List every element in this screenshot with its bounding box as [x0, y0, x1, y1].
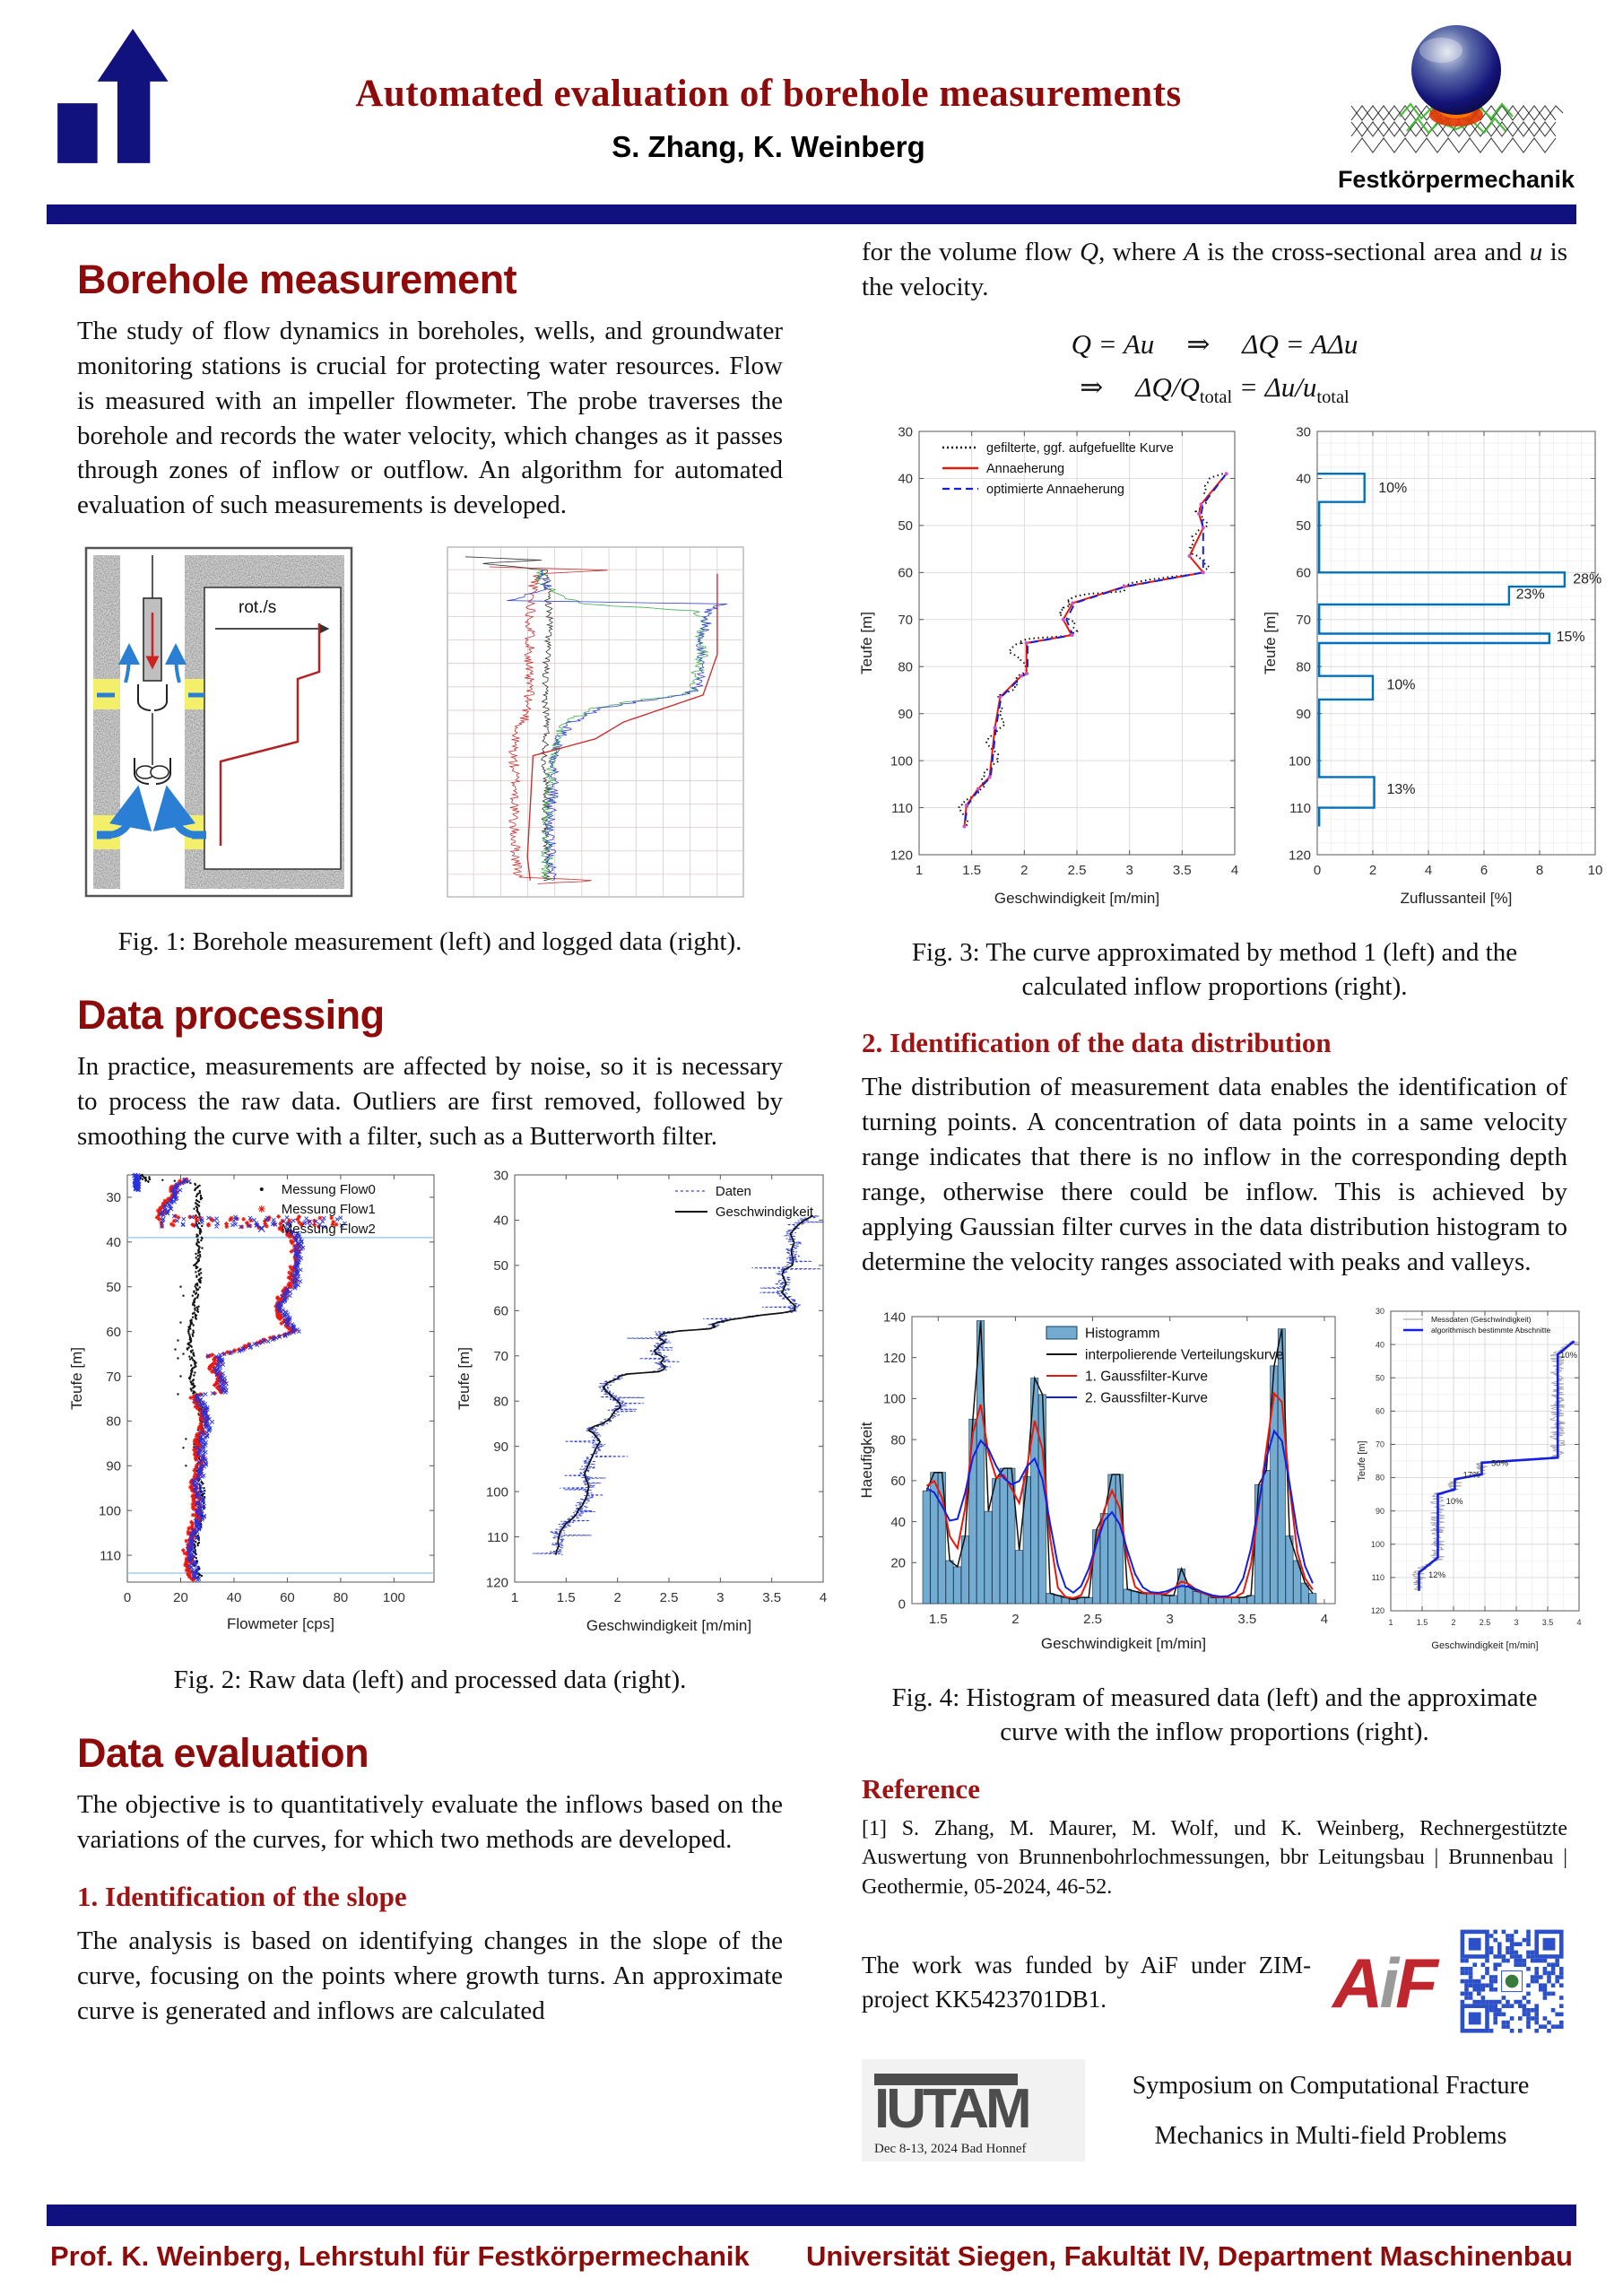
figure-3 [856, 424, 1603, 913]
fig2-raw-data-chart [66, 1168, 447, 1640]
svg-text:Teufe [m]: Teufe [m] [68, 1347, 85, 1411]
equation-1 [862, 328, 1567, 361]
svg-text:2.5: 2.5 [1479, 1618, 1491, 1628]
eq2-subscript: total [1316, 387, 1350, 407]
svg-text:100: 100 [485, 1484, 508, 1500]
svg-text:2: 2 [1011, 1612, 1020, 1628]
svg-text:110: 110 [1289, 800, 1311, 816]
svg-text:Annaeherung: Annaeherung [986, 461, 1065, 476]
svg-text:60: 60 [280, 1590, 295, 1606]
fig1-borehole-schematic [84, 546, 353, 898]
svg-text:Geschwindigkeit [m/min]: Geschwindigkeit [m/min] [586, 1617, 752, 1635]
svg-text:3: 3 [1514, 1618, 1519, 1628]
aif-letter: i [1379, 1944, 1396, 2023]
svg-text:30: 30 [898, 424, 913, 440]
data-processing-text: In practice, measurements are affected by noise, so it is necessary to process the raw data. Outliers are first removed, followed by smoothing the curve with a filter, such as a Butterworth filter. [77, 1051, 783, 1151]
svg-text:3.5: 3.5 [1237, 1612, 1257, 1628]
intro-text-part: is the cross-sectional area and [1199, 238, 1530, 266]
svg-text:1.5: 1.5 [962, 862, 982, 878]
svg-text:17%: 17% [1462, 1470, 1480, 1481]
svg-text:1: 1 [510, 1590, 519, 1606]
svg-text:1.5: 1.5 [1416, 1618, 1428, 1628]
section-heading-data-evaluation: Data evaluation [77, 1730, 369, 1777]
svg-text:90: 90 [898, 706, 913, 722]
fig3-inflow-proportions-chart [1260, 424, 1611, 913]
subsection-identification-of-data-distribution: 2. Identification of the data distribution [862, 1027, 1332, 1059]
svg-text:90: 90 [493, 1439, 508, 1456]
eq1-rhs: ΔQ = AΔu [1242, 327, 1358, 360]
svg-text:Flowmeter [cps]: Flowmeter [cps] [227, 1615, 334, 1633]
rot-s-label: rot./s [239, 598, 277, 618]
svg-text:Zuflussanteil [%]: Zuflussanteil [%] [1400, 889, 1513, 907]
svg-text:23%: 23% [1515, 587, 1545, 603]
equation-2 [862, 371, 1567, 408]
svg-text:10%: 10% [1386, 677, 1416, 693]
svg-text:Haeufigkeit: Haeufigkeit [858, 1422, 875, 1499]
figure-4 [856, 1293, 1582, 1658]
svg-text:100: 100 [882, 1392, 906, 1408]
fig2-processed-data-chart [454, 1168, 834, 1640]
svg-text:80: 80 [493, 1394, 508, 1410]
svg-text:2: 2 [1368, 862, 1377, 878]
svg-text:110: 110 [487, 1530, 508, 1546]
svg-text:30: 30 [106, 1190, 121, 1206]
svg-text:2.5: 2.5 [1067, 862, 1087, 878]
symposium-line2: Mechanics in Multi-field Problems [1154, 2122, 1507, 2151]
svg-text:6: 6 [1480, 862, 1488, 878]
implies-arrow: ⇒ [1186, 327, 1211, 360]
authors: S. Zhang, K. Weinberg [612, 130, 925, 163]
svg-text:1.5: 1.5 [928, 1612, 948, 1628]
svg-text:Geschwindigkeit [m/min]: Geschwindigkeit [m/min] [1431, 1640, 1539, 1652]
svg-text:1.5: 1.5 [556, 1590, 576, 1606]
iutam-logo-text: IUTAM [874, 2077, 1028, 2140]
eq2-subscript: total [1199, 387, 1233, 407]
svg-text:40: 40 [106, 1235, 121, 1251]
footer-divider [47, 2205, 1576, 2226]
iutam-logo [862, 2059, 1085, 2161]
svg-text:50%: 50% [1491, 1459, 1509, 1470]
fig4-sections-chart [1355, 1293, 1586, 1658]
intro-text-part: , where [1098, 238, 1185, 266]
left-column [45, 224, 828, 2039]
svg-text:60: 60 [890, 1474, 906, 1490]
svg-text:60: 60 [1296, 565, 1311, 581]
svg-text:80: 80 [898, 659, 913, 675]
svg-text:10%: 10% [1560, 1351, 1578, 1361]
fig1-logged-data-chart [447, 546, 744, 902]
svg-text:50: 50 [493, 1258, 508, 1274]
svg-text:10%: 10% [1445, 1497, 1463, 1508]
svg-text:10%: 10% [1378, 481, 1408, 497]
svg-text:40: 40 [898, 471, 913, 487]
svg-text:Messdaten (Geschwindigkeit): Messdaten (Geschwindigkeit) [1431, 1315, 1532, 1325]
svg-text:Geschwindigkeit: Geschwindigkeit [715, 1205, 814, 1221]
svg-text:2. Gaussfilter-Kurve: 2. Gaussfilter-Kurve [1085, 1390, 1208, 1406]
footer-left: Prof. K. Weinberg, Lehrstuhl für Festkörpermechanik [50, 2240, 750, 2272]
svg-text:100: 100 [1370, 1540, 1384, 1550]
eq2-part: = Δu/u [1232, 370, 1317, 403]
svg-text:80: 80 [1296, 659, 1311, 675]
svg-text:Geschwindigkeit [m/min]: Geschwindigkeit [m/min] [994, 889, 1160, 907]
data-distribution-text: The distribution of measurement data enables the identification of turning points. A concentration of data points in a same velocity range indicates that there is no inflow in the corresponding depth range, otherwise there could be inflow. This is achieved by applying Gaussian filter curves in the data distribution histogram to determine the velocity ranges associated with peaks and valleys. [862, 1073, 1567, 1276]
subsection-identification-of-slope: 1. Identification of the slope [77, 1880, 407, 1912]
svg-text:40: 40 [1375, 1340, 1384, 1350]
svg-text:15%: 15% [1556, 629, 1585, 645]
svg-text:2: 2 [613, 1590, 621, 1606]
svg-text:28%: 28% [1573, 571, 1602, 587]
svg-text:0: 0 [123, 1590, 132, 1606]
svg-text:40: 40 [1296, 471, 1311, 487]
fig3-caption: Fig. 3: The curve approximated by method 1 (left) and the calculated inflow proportions (right). [911, 937, 1518, 1001]
svg-text:3: 3 [1166, 1612, 1174, 1628]
svg-text:70: 70 [493, 1349, 508, 1365]
svg-text:90: 90 [1296, 706, 1311, 722]
svg-text:4: 4 [1424, 862, 1433, 878]
header-divider [47, 204, 1576, 224]
intro-text-part: for the volume flow [862, 238, 1081, 266]
svg-text:algorithmisch bestimmte Abschn: algorithmisch bestimmte Abschnitte [1431, 1326, 1551, 1335]
eq2-body [1135, 370, 1350, 407]
svg-text:0: 0 [1313, 862, 1322, 878]
figure-2 [66, 1168, 828, 1640]
svg-text:80: 80 [1375, 1474, 1384, 1483]
fig2-caption: Fig. 2: Raw data (left) and processed data (right). [173, 1665, 687, 1695]
svg-text:2.5: 2.5 [659, 1590, 679, 1606]
svg-text:100: 100 [98, 1503, 121, 1519]
fig3-approximation-chart [856, 424, 1247, 913]
svg-text:2.5: 2.5 [1083, 1612, 1102, 1628]
reference-text: [1] S. Zhang, M. Maurer, M. Wolf, und K. Weinberg, Rechnergestützte Auswertung von Brunnenbohrlochmessungen, bbr Leitungsbau | Brunnenbau | Geothermie, 05-2024, 46-52. [862, 1816, 1567, 1900]
svg-text:8: 8 [1535, 862, 1544, 878]
symposium-line1: Symposium on Computational Fracture [1132, 2072, 1530, 2100]
identification-of-slope-text: The analysis is based on identifying changes in the slope of the curve, focusing on the points where growth turns. An approximate curve is generated and inflows are calculated [77, 1926, 783, 2025]
svg-text:12%: 12% [1428, 1570, 1446, 1581]
aif-logo [1332, 1944, 1435, 2023]
header [0, 0, 1623, 194]
svg-text:50: 50 [106, 1280, 121, 1296]
svg-text:100: 100 [890, 753, 913, 770]
festkoerpermechanik-label: Festkörpermechanik [1337, 166, 1575, 193]
fig4-histogram-chart [856, 1293, 1348, 1658]
svg-text:Messung Flow1: Messung Flow1 [281, 1202, 376, 1218]
iutam-row [862, 2059, 1567, 2161]
university-siegen-logo-icon [47, 16, 201, 170]
data-evaluation-text: The objective is to quantitatively evaluate the inflows based on the variations of the curves, for which two methods are developed. [77, 1790, 783, 1854]
svg-text:3: 3 [1125, 862, 1133, 878]
svg-text:100: 100 [382, 1590, 405, 1606]
svg-text:1. Gaussfilter-Kurve: 1. Gaussfilter-Kurve [1085, 1369, 1208, 1385]
svg-text:30: 30 [1375, 1307, 1384, 1317]
fig1-caption: Fig. 1: Borehole measurement (left) and logged data (right). [117, 927, 742, 957]
svg-text:4: 4 [1320, 1612, 1329, 1628]
svg-text:110: 110 [100, 1548, 121, 1564]
eq2-part: ΔQ/Q [1135, 370, 1200, 403]
var-A: A [1184, 238, 1200, 266]
svg-text:120: 120 [882, 1351, 906, 1367]
svg-text:Teufe [m]: Teufe [m] [456, 1347, 473, 1411]
svg-text:40: 40 [493, 1213, 508, 1230]
svg-text:30: 30 [493, 1168, 508, 1184]
svg-text:50: 50 [1375, 1373, 1384, 1383]
svg-text:1: 1 [1388, 1618, 1393, 1628]
svg-text:70: 70 [1296, 612, 1311, 628]
svg-text:60: 60 [898, 565, 913, 581]
svg-text:13%: 13% [1386, 781, 1416, 797]
reference-heading: Reference [862, 1772, 980, 1805]
right-column [812, 224, 1603, 2161]
qr-code [1456, 1926, 1567, 2041]
svg-text:3.5: 3.5 [1172, 862, 1192, 878]
var-u: u [1529, 238, 1543, 266]
svg-text:2: 2 [1020, 862, 1028, 878]
svg-text:120: 120 [485, 1575, 508, 1591]
funding-row [862, 1926, 1567, 2041]
svg-text:110: 110 [891, 800, 913, 816]
svg-text:80: 80 [890, 1432, 906, 1448]
svg-text:Messung Flow0: Messung Flow0 [281, 1182, 376, 1198]
svg-text:3: 3 [716, 1590, 725, 1606]
section-heading-borehole-measurement: Borehole measurement [77, 257, 517, 302]
svg-text:3.5: 3.5 [1541, 1618, 1554, 1628]
borehole-measurement-text: The study of flow dynamics in boreholes, wells, and groundwater monitoring stations is crucial for protecting water resources. Flow is measured with an impeller flowmeter. The probe traverses the borehole and records the water velocity, which changes as it passes through zones of inflow or outflow. An algorithm for automated evaluation of such measurements is developed. [77, 317, 783, 520]
svg-text:20: 20 [890, 1555, 906, 1571]
svg-text:120: 120 [890, 848, 913, 864]
festkoerpermechanik-logo [1336, 16, 1576, 194]
fig4-caption: Fig. 4: Histogram of measured data (left) and the approximate curve with the inflow proportions (right). [891, 1683, 1538, 1747]
sphere-on-mesh-icon [1344, 16, 1568, 161]
svg-text:140: 140 [882, 1309, 906, 1326]
page-title: Automated evaluation of borehole measurements [355, 73, 1182, 115]
funding-text: The work was funded by AiF under ZIM-project KK5423701DB1. [862, 1952, 1312, 2013]
svg-text:Teufe [m]: Teufe [m] [858, 611, 875, 674]
svg-text:Teufe [m]: Teufe [m] [1262, 611, 1279, 674]
svg-text:20: 20 [173, 1590, 188, 1606]
svg-text:60: 60 [1375, 1406, 1384, 1416]
footer [0, 2205, 1623, 2273]
svg-text:gefilterte, ggf. aufgefuellte: gefilterte, ggf. aufgefuellte Kurve [986, 440, 1174, 456]
svg-text:40: 40 [226, 1590, 242, 1606]
svg-text:interpolierende Verteilungskur: interpolierende Verteilungskurve [1085, 1347, 1284, 1363]
svg-text:10: 10 [1587, 862, 1603, 878]
svg-text:Messung Flow2: Messung Flow2 [281, 1222, 376, 1238]
svg-text:70: 70 [106, 1370, 121, 1386]
svg-text:Geschwindigkeit [m/min]: Geschwindigkeit [m/min] [1040, 1635, 1207, 1653]
svg-text:90: 90 [1375, 1507, 1384, 1517]
svg-text:80: 80 [333, 1590, 349, 1606]
svg-text:60: 60 [106, 1325, 121, 1341]
svg-text:120: 120 [1370, 1606, 1384, 1616]
svg-text:optimierte Annaeherung: optimierte Annaeherung [986, 482, 1124, 497]
svg-text:40: 40 [890, 1515, 906, 1531]
svg-text:4: 4 [1576, 1618, 1582, 1628]
svg-text:80: 80 [106, 1414, 121, 1431]
eq1-lhs: Q = Au [1071, 327, 1155, 360]
svg-text:50: 50 [898, 518, 913, 535]
svg-text:30: 30 [1296, 424, 1311, 440]
svg-text:3.5: 3.5 [762, 1590, 782, 1606]
svg-text:100: 100 [1288, 753, 1311, 770]
section-heading-data-processing: Data processing [77, 991, 385, 1038]
volume-flow-text [862, 235, 1567, 305]
svg-text:1: 1 [915, 862, 924, 878]
intro-text-part: is the velocity. [862, 238, 1568, 301]
svg-text:0: 0 [898, 1596, 906, 1613]
svg-text:60: 60 [493, 1304, 508, 1320]
var-Q: Q [1080, 238, 1099, 266]
footer-right: Universität Siegen, Fakultät IV, Department Maschinenbau [805, 2240, 1573, 2272]
equations [862, 328, 1567, 408]
svg-text:50: 50 [1296, 518, 1311, 535]
aif-letter: F [1395, 1944, 1435, 2023]
svg-text:120: 120 [1288, 848, 1311, 864]
svg-text:70: 70 [898, 612, 913, 628]
symposium-text [1094, 2061, 1567, 2161]
svg-text:90: 90 [106, 1458, 121, 1474]
svg-text:Histogramm: Histogramm [1085, 1326, 1160, 1342]
aif-letter: A [1332, 1944, 1380, 2023]
figure-1 [84, 546, 783, 902]
svg-text:4: 4 [819, 1590, 828, 1606]
poster-columns [0, 224, 1623, 2161]
svg-text:Teufe [m]: Teufe [m] [1357, 1440, 1367, 1483]
svg-text:110: 110 [1371, 1573, 1384, 1583]
svg-text:2: 2 [1451, 1618, 1456, 1628]
svg-text:Daten: Daten [715, 1184, 751, 1200]
implies-arrow: ⇒ [1080, 370, 1104, 403]
svg-text:4: 4 [1230, 862, 1239, 878]
svg-text:70: 70 [1375, 1440, 1384, 1450]
iutam-date: Dec 8-13, 2024 Bad Honnef [874, 2141, 1027, 2156]
